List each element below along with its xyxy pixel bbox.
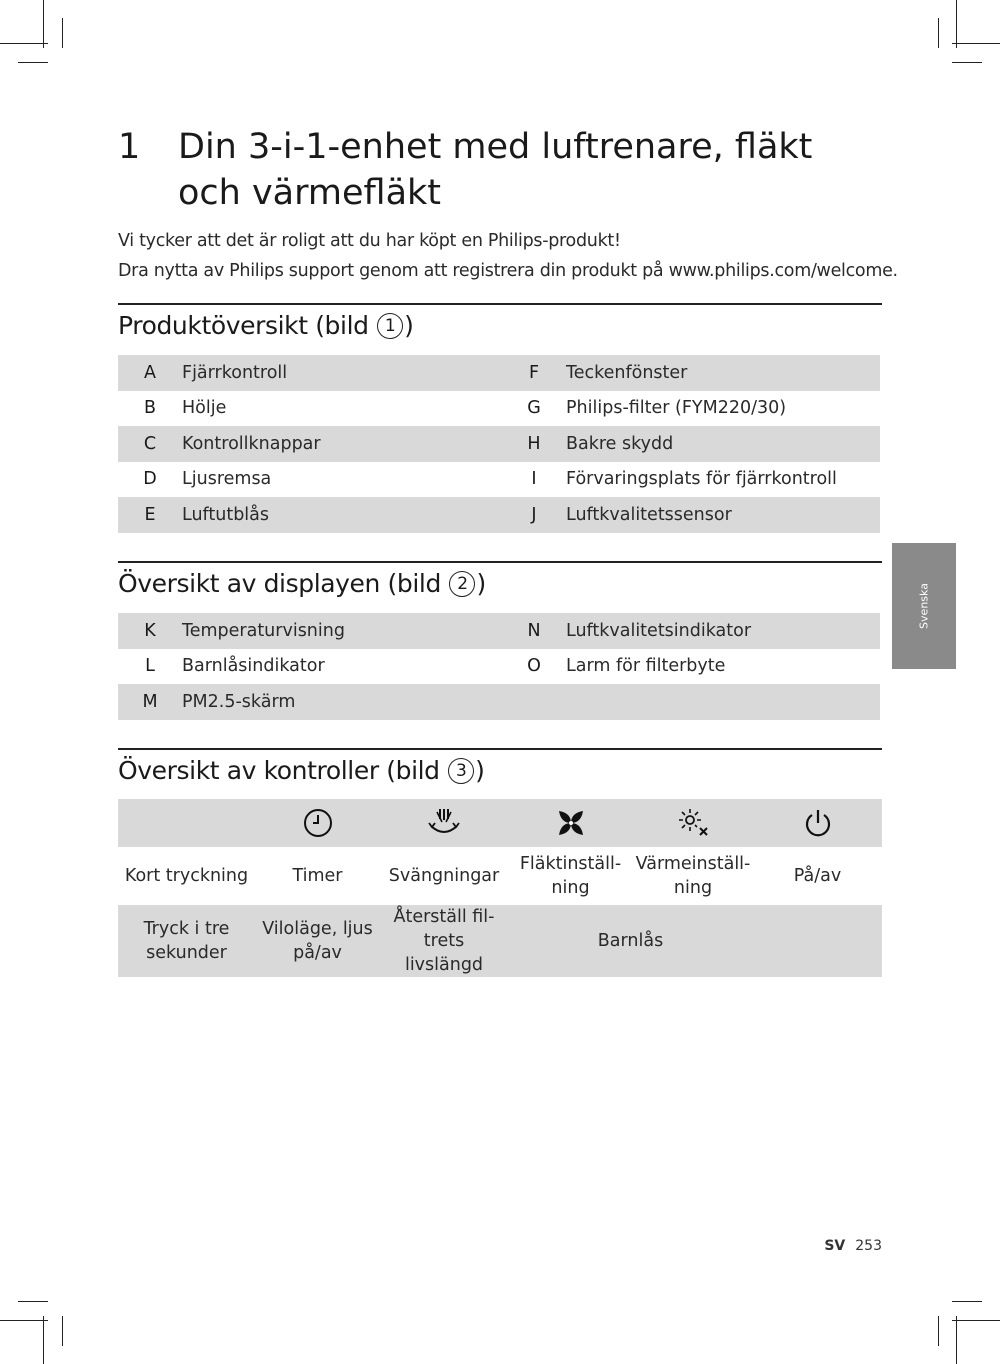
heater-icon: [633, 799, 753, 847]
part-key: F: [502, 355, 566, 391]
crop-mark: [938, 1316, 939, 1346]
section-heading-controls: Översikt av kontroller (bild 3 ): [118, 748, 882, 785]
part-key: K: [118, 613, 182, 649]
table-row: [118, 355, 880, 391]
long-press-fan-heater: Barnlås: [508, 905, 753, 977]
chapter-heading: [118, 124, 858, 216]
crop-mark: [956, 0, 957, 48]
crop-mark: [18, 1301, 48, 1302]
part-name: Bakre skydd: [566, 426, 880, 462]
short-press-heater: Värmeinställ-ning: [635, 854, 751, 898]
display-parts-table: [118, 613, 880, 720]
figure-number: 3: [448, 758, 474, 784]
part-key: E: [118, 497, 182, 533]
part-key: L: [145, 656, 155, 677]
footer-language: SV: [824, 1238, 846, 1254]
section-heading-display: Översikt av displayen (bild 2 ): [118, 561, 882, 598]
crop-mark: [0, 43, 48, 44]
part-name: [566, 684, 880, 720]
short-press-fan: Fläktinställ-ning: [519, 854, 622, 898]
crop-mark: [956, 1316, 957, 1364]
short-press-row: [118, 847, 882, 905]
crop-mark: [952, 1301, 982, 1302]
part-key: G: [527, 398, 541, 419]
crop-mark: [43, 0, 44, 48]
crop-mark: [18, 62, 48, 63]
crop-mark: [62, 18, 63, 48]
crop-mark: [43, 1316, 44, 1364]
short-press-swing: Svängningar: [388, 866, 500, 886]
long-press-timer: Viloläge, ljus på/av: [255, 905, 380, 977]
intro-text: [118, 226, 898, 286]
part-name: Hölje: [182, 398, 227, 419]
part-name: Teckenfönster: [566, 355, 880, 391]
part-name: Ljusremsa: [182, 469, 272, 490]
chapter-number: 1: [118, 127, 141, 167]
page-footer: [800, 1238, 882, 1254]
long-press-swing: Återställ fil-trets livslängd: [380, 905, 508, 977]
long-press-row: [118, 905, 882, 977]
part-name: Larm för filterbyte: [566, 656, 726, 677]
timer-icon: [255, 799, 380, 847]
crop-mark: [952, 62, 982, 63]
part-name: Kontrollknappar: [182, 426, 502, 462]
part-key: H: [502, 426, 566, 462]
part-name: Förvaringsplats för fjärrkontroll: [566, 469, 837, 490]
crop-mark: [938, 18, 939, 48]
crop-mark: [62, 1316, 63, 1346]
intro-line: Vi tycker att det är roligt att du har köpt en Philips-produkt!: [118, 231, 621, 251]
table-row: [118, 613, 880, 649]
section-heading-product: Produktöversikt (bild 1 ): [118, 303, 882, 340]
part-key: [502, 684, 566, 720]
part-name: Fjärrkontroll: [182, 355, 502, 391]
fan-icon: [508, 799, 633, 847]
chapter-title: Din 3-i-1-enhet med luftrenare, fläkt och värmefläkt: [178, 127, 813, 213]
part-key: C: [118, 426, 182, 462]
part-key: B: [143, 398, 156, 419]
long-press-label: Tryck i tre sekunder: [118, 905, 255, 977]
part-key: N: [502, 613, 566, 649]
table-row: [118, 462, 880, 498]
figure-number: 2: [449, 571, 475, 597]
page-number: 253: [855, 1238, 882, 1254]
part-name: Philips-filter (FYM220/30): [566, 398, 787, 419]
part-key: M: [118, 684, 182, 720]
table-row: [118, 684, 880, 720]
intro-line: Dra nytta av Philips support genom att registrera din produkt på www.philips.com/welcome.: [118, 261, 898, 281]
product-parts-table: [118, 355, 880, 533]
figure-number: 1: [377, 313, 403, 339]
crop-mark: [952, 43, 1000, 44]
part-key: O: [527, 656, 541, 677]
part-name: Luftkvalitetssensor: [566, 497, 880, 533]
part-key: J: [502, 497, 566, 533]
table-row: [118, 497, 880, 533]
crop-mark: [0, 1320, 48, 1321]
part-key: I: [531, 469, 537, 490]
table-row: [118, 426, 880, 462]
part-name: Temperaturvisning: [182, 613, 502, 649]
short-press-timer: Timer: [292, 866, 343, 886]
part-name: Barnlåsindikator: [182, 656, 325, 677]
part-key: D: [143, 469, 157, 490]
short-press-label: Kort tryckning: [124, 866, 249, 886]
icons-row: [118, 799, 882, 847]
table-row: [118, 391, 880, 427]
language-side-tab: [892, 543, 956, 669]
part-name: Luftutblås: [182, 497, 502, 533]
part-key: A: [118, 355, 182, 391]
part-name: PM2.5-skärm: [182, 684, 502, 720]
swing-icon: [380, 799, 508, 847]
table-row: [118, 649, 880, 685]
part-name: Luftkvalitetsindikator: [566, 613, 880, 649]
side-tab-label: Svenska: [917, 583, 931, 629]
crop-mark: [952, 1320, 1000, 1321]
short-press-power: På/av: [793, 866, 842, 886]
power-icon: [753, 799, 882, 847]
controls-table: [118, 799, 882, 977]
